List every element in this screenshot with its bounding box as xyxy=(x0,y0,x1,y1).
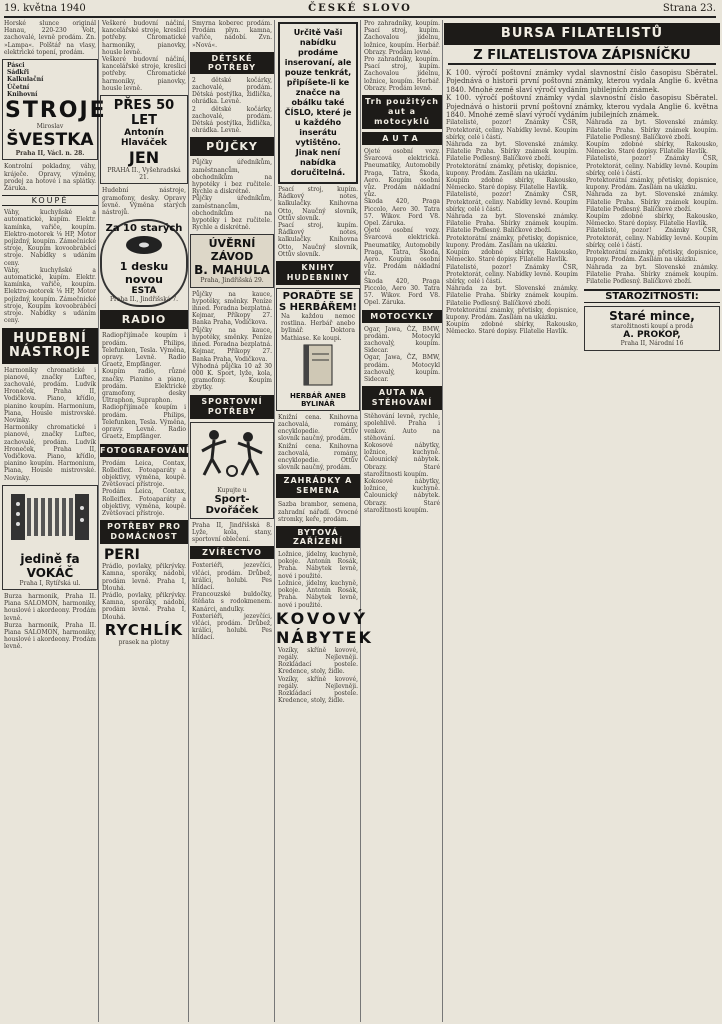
classified-text: Půjčky úředníkům, zaměstnancům, obchodníkům na hypotéky i bez ručitele. Rychle a diskrétně. xyxy=(192,159,272,196)
ad-hlavacek-jen: JEN xyxy=(128,148,160,168)
ad-gramofon xyxy=(100,219,188,307)
classified-text: Kokosové nábytky, ložnice, kuchyně. Čalounický nábytek. Obrazy. Staré starožitnosti koupím. xyxy=(364,477,440,514)
classified-text: Prádlo, povlaky, přikrývky. Kamna, sporáky, nádobí, prodám levně. Praha I, Dlouhá. xyxy=(102,591,186,621)
accordion-icon xyxy=(7,488,93,548)
stamp-column-left xyxy=(444,119,580,353)
classified-text: Protektorátní známky, přetisky, dopisnice, kupony. Prodám. Zasílám na ukázku. xyxy=(446,234,578,249)
football-players-icon xyxy=(194,425,270,483)
classified-text: Filatelisté, pozor! Známky ČSR, Protektorát, celiny. Nabídky levně. Koupím sbírky, celé i části. xyxy=(446,191,578,213)
classified-text: Prádlo, povlaky, přikrývky. Kamna, sporáky, nádobí, prodám levně. Praha I, Dlouhá. xyxy=(102,563,186,592)
section-radio: RADIO xyxy=(100,310,188,329)
column-6 xyxy=(444,20,720,1022)
classified-text: Vozíky, skříně kovové, regály. Nejlevněji. Rozkládací postele. Kredence, stoly, židle. xyxy=(278,675,358,705)
section-sportovni-potreby: SPORTOVNÍ POTŘEBY xyxy=(190,395,274,419)
classified-text: Půjčky na kauce, hypotéky, směnky. Peníze ihned. Poradna bezplatná. Kejmar, Příkopy 27. Banka Praha, Vodičkova. xyxy=(192,326,272,363)
classified-text: Veškeré budovní náčiní, kancelářské stroje, kreslicí potřeby. Chromatické harmoniky, pianovky, housle levně. xyxy=(102,56,186,92)
classified-text: Praha II, Jindřišská 8. Lyže, kola, stany, sportovní oblečení. xyxy=(192,521,272,544)
notice-box: Určitě Vaši nabídku prodáme inserovaní, ale pouze tenkrát, připíšete-li ke značce na obálku také ČÍSLO, které je u každého inserátu vytištěno. Jinak není nabídka doručitelná. xyxy=(278,22,358,184)
ad-prokop xyxy=(584,306,720,350)
section-heading: KOUPĚ xyxy=(2,195,98,206)
page-header xyxy=(4,2,716,18)
classified-text: Psací stroj, kupím. Řádkový notes, kalkulačky. Knihovna Otto, Naučný slovník, Ottův slovník. xyxy=(278,222,358,258)
ad-sport-dvoracek xyxy=(190,422,274,519)
classified-text: Prodám Leica, Contax, Rolleiflex. Fotoaparáty a objektivy, výměna, koupě. Zvětšovací přístroje. xyxy=(102,459,186,489)
classified-text: 2 dětské kočárky, zachovalé, prodám. Dětská postýlka, židlička, ohrádka. Levně. xyxy=(192,105,272,135)
classified-text: Psací stroj, kupím. Řádkový notes, kalkulačky. Knihovna Otto, Naučný slovník, Ottův slovník. xyxy=(278,186,358,222)
issue-date: 19. května 1940 xyxy=(4,3,86,14)
classified-text: Knižní cena. Knihovna zachovalá, romány, encyklopedie. Ottův slovník naučný, prodám. xyxy=(278,413,358,443)
classified-text: Knižní cena. Knihovna zachovalá, romány, encyklopedie. Ottův slovník naučný, prodám. xyxy=(278,442,358,472)
page-number: Strana 23. xyxy=(662,3,716,14)
ad-vokac-title: jedině fa VOKÁČ xyxy=(20,551,80,580)
ad-mahula-head: ÚVĚRNÍ ZÁVOD xyxy=(208,237,256,264)
section-knihy: KNIHY HUDEBNINY xyxy=(276,261,360,285)
classified-text: Koupím zdobné sbírky, Rakousko, Německo. Staré dopisy. Filatelie Havlík. xyxy=(446,321,578,336)
ad-herbar xyxy=(276,288,360,411)
ad-gramofon-offer: 1 desku novou xyxy=(119,260,169,287)
section-fotografovani: FOTOGRAFOVÁNÍ xyxy=(100,445,191,455)
classified-text: Horské slunce originál Hanau, 220-230 Volt, zachovalé, levně prodám. Zn. »Lampa«. Polštář na vlasy, elektrické topení, prodám. xyxy=(4,20,96,56)
classified-text: Burza harmonik, Praha II. Piana SALOMON, harmoniky, houslové i akordeony. Prodám levně. xyxy=(4,621,96,651)
column-5 xyxy=(362,20,443,1022)
classified-text: Harmoniky chromatické i pianové, značky Luftec, zachovalé, prodám. Ludvík Hroneček, Praha II, Vodičkova. Piano, křídlo, pianino koupím. Harmonium, Piana, Housle mistrovské. Novinky. xyxy=(4,366,96,424)
ad-gramofon-address: Praha II., Jindřišská 7. xyxy=(109,296,179,304)
classified-text: Foxteriéři, jezevčíci, vlčáci, prodám. Drůbež, králíci, holubi. Pes hlídací. xyxy=(192,612,272,642)
column-4 xyxy=(276,20,373,1022)
section-auta-stehovani: AUTA NA STĚHOVÁNÍ xyxy=(362,386,442,410)
ad-herbar-head2: S HERBÁŘEM! xyxy=(279,302,357,314)
section-bytova-zarizeni: BYTOVÁ ZAŘÍZENÍ xyxy=(276,526,360,548)
classified-text: Ojeté osobní vozy. Švarcová elektrická. Pneumatiky, Automobily Praga, Tatra, Škoda, Aero. Koupím osobní vůz. Prodám nákladní vůz. xyxy=(364,227,440,278)
classified-text: Smyrna koberec prodám. Prodám plyn. kamna, vařiče, nádobí. Zvn. »Nová«. xyxy=(192,20,272,49)
classified-text: Váhy, kuchyňské a automatické, kupím. Elektr. kamínka, vařiče, koupím. Elektro-motorek ⅛ HP, Motor pojízdný, koupím. Zámečnické stroje, Koupím kovoobráběcí stroje. Nabídky s udáním ceny. xyxy=(4,209,96,267)
ad-stroje: STROJE xyxy=(5,98,107,124)
classified-text: Ogar, Jawa, ČZ, BMW, prodám. Motocykl zachovalý, koupím. Sidecar. xyxy=(364,354,440,383)
classified-text: Pro zahradníky, koupím. Psací stroj, kupím. Zachovalou jídelnu, ložnice, koupím. Herbář. Obrazy. Prodám levně. xyxy=(364,56,440,92)
classified-text: Pro zahradníky, koupím. Psací stroj, kupím. Zachovalou jídelnu, ložnice, koupím. Herbář. Obrazy. Prodám levně. xyxy=(364,20,440,56)
ad-hlavacek-years: PŘES 50 LET xyxy=(113,98,175,129)
classified-text: Protektorátní známky, přetisky, dopisnice, kupony. Prodám. Zasílám na ukázku. xyxy=(446,162,578,177)
column-3 xyxy=(190,20,275,1022)
ad-mahula-name: B. MAHULA xyxy=(194,263,270,278)
ad-address: Praha II, Václ. n. 28. xyxy=(15,150,85,158)
ad-rychlik: RYCHLÍK xyxy=(104,620,184,639)
section-domacnost: POTŘEBY PRO DOMÁCNOST xyxy=(100,520,188,544)
classified-text: Filatelisté, pozor! Známky ČSR, Protektorát, celiny. Nabídky levně. Koupím sbírky, celé i části. xyxy=(586,227,718,249)
section-detske-potreby: DĚTSKÉ POTŘEBY xyxy=(190,52,274,74)
ad-herbar-head1: PORAĎTE SE xyxy=(282,291,354,303)
section-zahradky: ZAHRÁDKY A SEMENA xyxy=(276,474,360,498)
classified-text: Koupím zdobné sbírky, Rakousko, Německo. Staré dopisy. Filatelie Havlík. xyxy=(586,213,718,228)
classified-text: Protektorátní známky, přetisky, dopisnice, kupony. Prodám. Zasílám na ukázku. xyxy=(586,249,718,264)
classified-text: Váhy, kuchyňské a automatické, kupím. Elektr. kamínka, vařiče, koupím. Elektro-motorek ⅛ HP, Motor pojízdný, koupím. Zámečnické stroje, Koupím kovoobráběcí stroje. Nabídky s udáním ceny. xyxy=(4,266,96,325)
ad-prokop-name: A. PROKOP, xyxy=(623,330,681,341)
section-auta: AUTA xyxy=(362,132,442,145)
ad-sport-name: Sport-Dvořáček xyxy=(205,493,259,516)
ad-rychlik-sub: prasek na plotny xyxy=(118,638,170,646)
section-starozitnosti: STAROŽITNOSTI: xyxy=(584,289,720,303)
ad-prokop-address: Praha II, Národní 16 xyxy=(620,340,684,348)
classified-text: Radiopřijímače koupím i prodám. Philips, Telefunken, Tesla. Výměna, opravy. Levně. Radio Graetz, Empfänger. xyxy=(102,332,186,369)
book-icon xyxy=(300,342,336,388)
classified-text: Náhrada za byt. Slovenské známky. Filatelie Praha. Sbírky známek koupím. Filatelie Podlesný. Balíčkové zboží. xyxy=(586,191,718,213)
classified-text: Škoda 420, Praga Piccolo, Aero 30. Tatra 57. Wikov. Ford V8. Opel. Záruka. xyxy=(364,277,440,307)
classified-text: Ložnice, jídelny, kuchyně, pokoje. Antonín Rosák, Praha. Nábytek levně, nové i použité. xyxy=(278,551,358,580)
article-text: K 100. výročí poštovní známky vydal slavnostní číslo časopisu Sběratel. Pojednává o historii první poštovní známky, kterou vydala Anglie 6. května 1840. Mnohé země slaví výročí vydáním jubilejních známek. xyxy=(446,94,718,120)
article-text: K 100. výročí poštovní známky vydal slavnostní číslo časopisu Sběratel. Pojednává o historii první poštovní známky, kterou vydala Anglie 6. května 1840. Mnohé země slaví výročí vydáním jubilejních známek. xyxy=(446,69,718,94)
ad-hlavacek xyxy=(100,95,188,184)
section-trh-aut: Trh použitých aut a motocyklů xyxy=(362,95,442,129)
classified-text: Harmoniky chromatické i pianové, značky Luftec, zachovalé, prodám. Ludvík Hroneček, Praha II, Vodičkova. Piano, křídlo, pianino koupím. Harmonium, Piana, Housle mistrovské. Novinky. xyxy=(4,424,96,482)
classified-text: Protektorátní známky, přetisky, dopisnice, kupony. Prodám. Zasílám na ukázku. xyxy=(586,177,718,192)
section-pujcky: PŮJČKY xyxy=(190,137,274,156)
stamp-classifieds xyxy=(444,119,720,353)
classified-text: Půjčky úředníkům, zaměstnancům, obchodníkům na hypotéky i bez ručitele. Rychle a diskrétně. xyxy=(192,195,272,232)
stamp-column-right xyxy=(584,119,720,353)
ad-gramofon-firm: ESTA xyxy=(131,286,157,297)
ad-peri: PERI xyxy=(104,547,140,564)
newspaper-title: ČESKÉ SLOVO xyxy=(308,3,412,14)
ad-vokac xyxy=(2,485,98,590)
classified-text: Kokosové nábytky, ložnice, kuchyně. Čalounický nábytek. Obrazy. Staré starožitnosti koupím. xyxy=(364,441,440,478)
classified-text: Koupím zdobné sbírky, Rakousko, Německo. Staré dopisy. Filatelie Havlík. xyxy=(446,177,578,192)
ad-line: Sádkři xyxy=(7,69,30,77)
ad-mahula-address: Praha, Jindřišská 29. xyxy=(200,277,264,285)
ad-prokop-head: Staré mince, xyxy=(609,309,695,324)
classified-text: Vozíky, skříně kovové, regály. Nejlevněji. Rozkládací postele. Kredence, stoly, židle. xyxy=(278,646,358,676)
classified-text: Ložnice, jídelny, kuchyně, pokoje. Antonín Rosák, Praha. Nábytek levně, nové i použité. xyxy=(278,579,358,609)
classified-text: Koupím zdobné sbírky, Rakousko, Německo. Staré dopisy. Filatelie Havlík. xyxy=(446,249,578,264)
ad-line: Účetní xyxy=(7,83,30,91)
ad-sport-lead: Kupujte u xyxy=(217,486,247,494)
record-icon xyxy=(124,234,164,256)
ad-kovovy: KOVOVÝ xyxy=(276,608,369,628)
classified-text: Protektorátní známky, přetisky, dopisnice, kupony. Prodám. Zasílám na ukázku. xyxy=(446,306,578,321)
ad-herbar-text: Na každou nemoc rostlina. Herbář anebo bylinář. Doktora Mathiase. Ke koupi. xyxy=(281,313,355,342)
classified-text: Sazba brambor, semena, zahradní nářadí. Ovocné stromky, keře, prodám. xyxy=(278,501,358,523)
classified-text: Ojeté osobní vozy. Švarcová elektrická. Pneumatiky, Automobily Praga, Tatra, Škoda, Aero. Koupím osobní vůz. Prodám nákladní vůz. xyxy=(364,148,440,199)
ad-svestka xyxy=(2,59,107,160)
classified-text: Náhrada za byt. Slovenské známky. Filatelie Praha. Sbírky známek koupím. Filatelie Podlesný. Balíčkové zboží. xyxy=(446,285,578,307)
ad-svestka-name: ŠVESTKA xyxy=(6,130,94,151)
ad-vokac-address: Praha I, Rytířská ul. xyxy=(19,579,81,587)
classified-text: Filatelisté, pozor! Známky ČSR, Protektorát, celiny. Nabídky levně. Koupím sbírky, celé i části. xyxy=(586,155,718,177)
classified-text: Ogar, Jawa, ČZ, BMW, prodám. Motocykl zachovalý, koupím. Sidecar. xyxy=(364,325,440,355)
ad-gramofon-head: Za 10 starých xyxy=(105,223,183,235)
section-zvirectvo: ZVÍŘECTVO xyxy=(190,546,274,559)
classified-text: Filatelisté, pozor! Známky ČSR, Protektorát, celiny. Nabídky levně. Koupím sbírky, celé i části. xyxy=(446,263,578,285)
ad-prokop-text: starožitnosti koupí a prodá xyxy=(611,323,693,331)
column-1 xyxy=(2,20,107,1022)
zapisnik-title: Z FILATELISTOVA ZÁPISNÍČKU xyxy=(448,48,716,65)
ad-mahula xyxy=(190,234,274,287)
section-hudebni-nastroje: HUDEBNÍ NÁSTROJE xyxy=(2,328,98,364)
classified-text: Škoda 420, Praga Piccolo, Aero 30. Tatra 57. Wikov. Ford V8. Opel. Záruka. xyxy=(364,198,440,228)
classified-text: Veškeré budovní náčiní, kancelářské stroje, kreslicí potřeby. Chromatické harmoniky, pianovky, housle levně. xyxy=(102,20,186,56)
classified-text: Burza harmonik, Praha II. Piana SALOMON, harmoniky, houslové i akordeony. Prodám levně. xyxy=(4,592,96,622)
classified-text: Výhodná půjčka 10 až 30 000 K. Sport, lyže, kola, gramofony. Koupím zbytky. xyxy=(192,362,272,392)
classified-text: Náhrada za byt. Slovenské známky. Filatelie Praha. Sbírky známek koupím. Filatelie Podlesný. Balíčkové zboží. xyxy=(446,141,578,163)
classified-text: Náhrada za byt. Slovenské známky. Filatelie Praha. Sbírky známek koupím. Filatelie Podlesný. Balíčkové zboží. xyxy=(586,119,718,141)
classified-text: Prodám Leica, Contax, Rolleiflex. Fotoaparáty a objektivy, výměna, koupě. Zvětšovací přístroje. xyxy=(102,488,186,517)
section-bursa-filatelistu: BURSA FILATELISTŮ xyxy=(444,23,720,45)
ad-line: Pásci xyxy=(7,62,25,70)
classified-text: Náhrada za byt. Slovenské známky. Filatelie Praha. Sbírky známek koupím. Filatelie Podlesný. Balíčkové zboží. xyxy=(586,263,718,285)
classified-text: Koupím radio, různé značky. Pianino a piano, prodám. Elektrické gramofony, desky Ultraphon, Supraphon. xyxy=(102,368,186,405)
ad-line: Knihovní xyxy=(7,90,38,98)
classified-text: Radiopřijímače koupím i prodám. Philips, Telefunken, Tesla. Výměna, opravy. Levně. Radio Graetz, Empfänger. xyxy=(102,404,186,441)
classified-text: Půjčky na kauce, hypotéky, směnky. Peníze ihned. Poradna bezplatná. Kejmar, Příkopy 27. Banka Praha, Vodičkova. xyxy=(192,290,272,327)
classified-text: Filatelisté, pozor! Známky ČSR, Protektorát, celiny. Nabídky levně. Koupím sbírky, celé i části. xyxy=(446,119,578,141)
classified-text: Foxteriéři, jezevčíci, vlčáci, prodám. Drůbež, králíci, holubi. Pes hlídací. xyxy=(192,562,272,591)
ad-hlavacek-address: PRAHA II., Vyšehradská 21. xyxy=(107,167,181,182)
classified-text: Koupím zdobné sbírky, Rakousko, Německo. Staré dopisy. Filatelie Havlík. xyxy=(586,141,718,156)
classified-text: Kontrolní pokladny, váhy, kráječe. Opravy, výměny, prodej za hotové i na splátky. Záruka. xyxy=(4,163,96,193)
classified-text: 2 dětské kočárky, zachovalé, prodám. Dětská postýlka, židlička, ohrádka. Levně. xyxy=(192,76,272,106)
ad-nabytek: NÁBYTEK xyxy=(276,627,373,647)
classified-text: Hudební nástroje, gramofony, desky. Opravy levně. Výměna starých nástrojů. xyxy=(102,187,186,217)
ad-name: Miroslav xyxy=(36,123,64,131)
classified-text: Francouzské buldočky, štěňata s rodokmenem. Kanárci, andulky. xyxy=(192,591,272,613)
ad-line: Kalkulační xyxy=(7,76,44,84)
ad-herbar-title: HERBÁŘ ANEB BYLINÁŘ xyxy=(289,391,346,408)
section-motocykly: MOTOCYKLY xyxy=(362,310,442,323)
column-2 xyxy=(100,20,189,1022)
ad-hlavacek-name: Antonín Hlaváček xyxy=(120,128,168,149)
classified-text: Stěhování levně, rychle, spolehlivě. Praha i venkov. Auto na stěhování. xyxy=(364,413,440,442)
classified-text: Náhrada za byt. Slovenské známky. Filatelie Praha. Sbírky známek koupím. Filatelie Podlesný. Balíčkové zboží. xyxy=(446,213,578,235)
